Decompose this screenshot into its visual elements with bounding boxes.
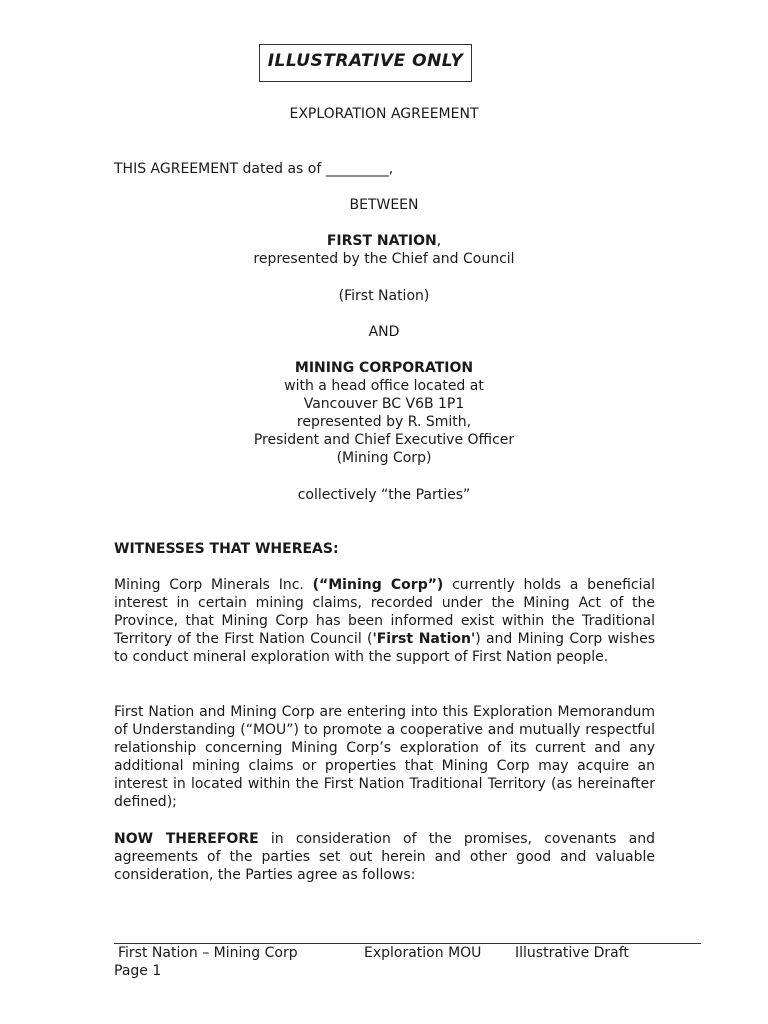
collectively-line: collectively “the Parties”	[297, 487, 471, 503]
para1-text-1: Mining Corp Minerals Inc.	[114, 577, 313, 593]
party1-name-suffix: ,	[436, 233, 442, 249]
para3-text: in consideration of the promises, covenants and agreements of the parties set out herein and other good and valuable consideration, the Parties agree as follows:	[114, 831, 655, 883]
party1-name: FIRST NATION	[326, 233, 437, 249]
party2-line1: with a head office located at	[284, 378, 484, 394]
footer-middle: Exploration MOU	[364, 945, 482, 961]
between-label: BETWEEN	[349, 197, 419, 213]
party2-line4: President and Chief Executive Officer	[253, 432, 515, 448]
and-label: AND	[368, 324, 400, 340]
stamp-text: ILLUSTRATIVE ONLY	[267, 51, 464, 71]
paragraph-2: First Nation and Mining Corp are entering into this Exploration Memorandum of Understanding (“MOU”) to promote a cooperative and mutually respectful relationship concerning Mining Corp’s exploration of its current and any additional mining claims or properties that Mining Corp may acquire an interest in located within the First Nation Traditional Territory (as hereinafter defined);	[114, 704, 655, 810]
party2-line3: represented by R. Smith,	[296, 414, 472, 430]
footer-left: First Nation – Mining Corp	[118, 945, 298, 961]
party1-short-name: (First Nation)	[338, 288, 430, 304]
para1-bold-1: (“Mining Corp”)	[312, 577, 444, 593]
party2-name: MINING CORPORATION	[294, 360, 474, 376]
party2-block	[114, 359, 654, 467]
paragraph-1	[114, 576, 655, 666]
footer-page-number: Page 1	[114, 963, 162, 979]
dated-line: THIS AGREEMENT dated as of _________,	[114, 161, 394, 177]
document-title: EXPLORATION AGREEMENT	[289, 106, 479, 122]
para1-text-2: currently holds a beneficial interest in certain mining claims, recorded under the Mining Act of the Province, that Mining Corp has been informed exist within the Traditional Territory of the First Nation Council (	[114, 577, 655, 647]
illustrative-stamp	[259, 44, 472, 82]
para1-bold-2: 'First Nation'	[372, 631, 476, 647]
party1-line1: represented by the Chief and Council	[253, 251, 515, 267]
paragraph-3	[114, 830, 655, 884]
footer-right: Illustrative Draft	[515, 945, 629, 961]
party2-short-name: (Mining Corp)	[336, 450, 432, 466]
party1-block	[114, 232, 654, 268]
para1-text-3: ) and Mining Corp wishes to conduct mineral exploration with the support of First Nation people.	[114, 631, 655, 665]
para3-bold: NOW THEREFORE	[114, 831, 259, 847]
witnesses-heading: WITNESSES THAT WHEREAS:	[114, 541, 339, 557]
party2-line2: Vancouver BC V6B 1P1	[303, 396, 465, 412]
